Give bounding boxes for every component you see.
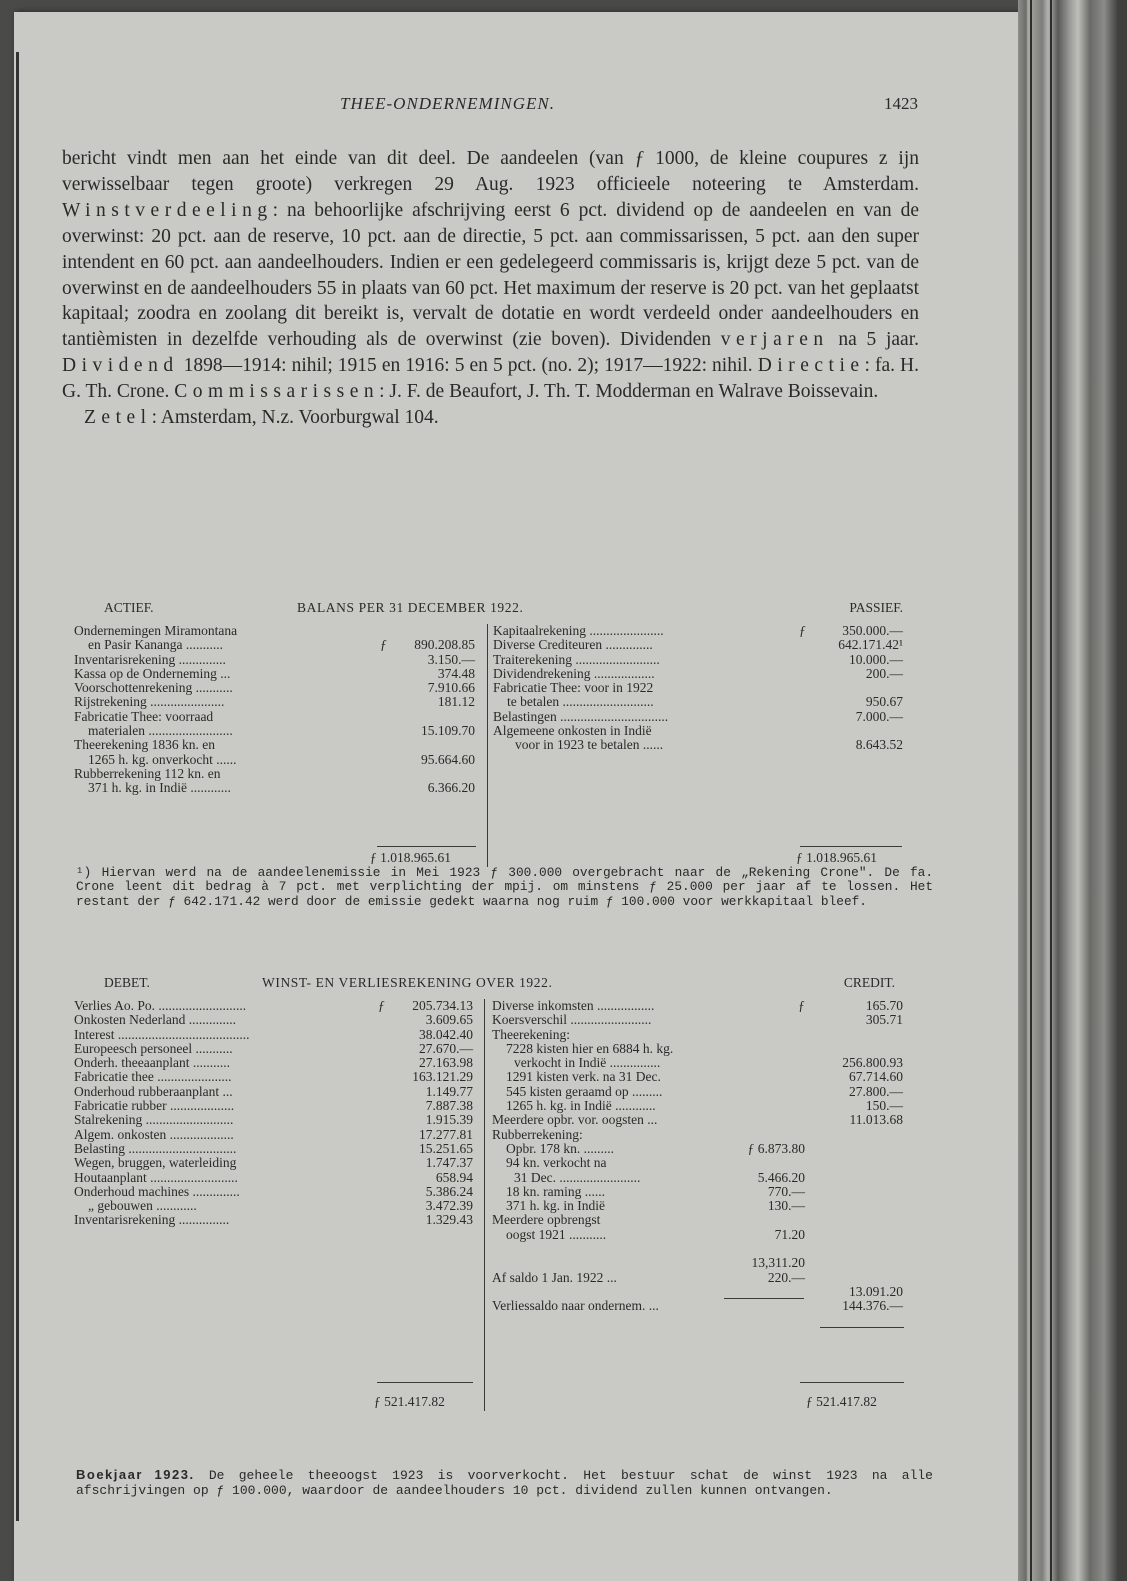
credit-row — [492, 1228, 903, 1242]
passief-row-amount: 7.000.— — [855, 708, 903, 724]
credit-row-amount: 11.013.68 — [849, 1112, 903, 1128]
credit-row-label: Rubberrekening: — [492, 1126, 583, 1142]
credit-row-label: Verliessaldo naar ondernem. ... — [492, 1298, 659, 1314]
actief-row — [74, 781, 475, 795]
passief-row-amount: 642.171.42¹ — [838, 637, 903, 653]
credit-row — [492, 1185, 903, 1199]
debet-row-label: Europeesch personeel ........... — [74, 1040, 233, 1056]
debet-row-amount: 38.042.40 — [419, 1026, 473, 1042]
zetel-line: Zetel: Amsterdam, N.z. Voorburgwal 104. — [84, 407, 439, 429]
debet-row-label: Onkosten Nederland .............. — [74, 1012, 236, 1028]
debet-row — [74, 1213, 473, 1227]
actief-row-label: Rijstrekening ...................... — [74, 694, 225, 710]
credit-row-label: 7228 kisten hier en 6884 h. kg. — [506, 1040, 674, 1056]
passief-heading: PASSIEF. — [849, 600, 903, 615]
passief-row-label: Fabricatie Thee: voor in 1922 — [493, 680, 654, 696]
credit-row-amount: 256.800.93 — [842, 1055, 903, 1071]
intro-text: bericht vindt men aan het einde van dit deel. De aandeelen (van ƒ 1000, de kleine coupures z ijn verwisselbaar tegen groote) verkregen 29 Aug. 1923 officieele noteering te Amsterdam. Winstverdeeling: na behoorlijke afschrijving eerst 6 pct. dividend op de aandeelen en van de overwinst: 20 pct. aan de reserve, 10 pct. aan de directie, 5 pct. aan commissarissen, 5 pct. aan den super intendent en 60 pct. aan aandeelhouders. Indien er een gedelegeerd commissaris is, krijgt deze 5 pct. van de overwinst en de aandeelhouders 55 in plaats van 60 pct. Het maximum der reserve is 20 pct. van het geplaatst kapitaal; zoodra en zoolang dit bereikt is, vervalt de dotatie en wordt verdeeld onder aandeelhouders en tantièmisten in dezelfde verhouding als de overwinst (zie boven). Dividenden verjaren na 5 jaar. Dividend 1898—1914: nihil; 1915 en 1916: 5 en 5 pct. (no. 2); 1917—1922: nihil. Directie: fa. H. G. Th. Crone. Commissarissen: J. F. de Beaufort, J. Th. T. Modderman en Walrave Boissevain. — [62, 148, 919, 403]
actief-row-amount: 890.208.85 — [414, 637, 475, 653]
credit-row — [492, 1099, 903, 1113]
credit-row-subamount: 71.20 — [774, 1226, 805, 1242]
passief-row — [493, 738, 903, 752]
debet-row-label: Fabricatie thee ...................... — [74, 1069, 232, 1085]
actief-row-label: 1265 h. kg. onverkocht ...... — [88, 751, 237, 767]
actief-row-label: Ondernemingen Miramontana — [74, 623, 238, 638]
actief-row-amount: 6.366.20 — [427, 780, 475, 796]
passief-row — [493, 724, 903, 738]
currency-symbol: ƒ — [380, 637, 387, 653]
debet-row-amount: 1.747.37 — [425, 1155, 473, 1171]
debet-row — [74, 1199, 473, 1213]
passief-row-label: Dividendrekening .................. — [493, 665, 655, 681]
footnote — [76, 866, 933, 909]
boekjaar-paragraph — [76, 1468, 933, 1498]
actief-heading: ACTIEF. — [104, 600, 154, 615]
balance-center-rule — [487, 624, 488, 867]
credit-row — [492, 1199, 903, 1213]
actief-row-label: Voorschottenrekening ........... — [74, 680, 233, 696]
credit-row — [492, 999, 903, 1013]
credit-row-amount: 144.376.— — [842, 1298, 903, 1314]
actief-row — [74, 638, 475, 652]
credit-row-subamount: ƒ — [798, 998, 805, 1013]
credit-row — [492, 1299, 903, 1313]
actief-row-label: 371 h. kg. in Indië ............ — [88, 780, 231, 796]
footnote-text: ¹) Hiervan werd na de aandeelenemissie in Mei 1923 ƒ 300.000 overgebracht naar de „Rekening Crone". De fa. Crone leent dit bedrag à 7 pct. met verplichting der mpij. om minstens ƒ 25.000 per jaar af te lossen. Het restant der ƒ 642.171.42 werd door de emissie gedekt waarna nog ruim ƒ 100.000 voor werkkapitaal bleef. — [76, 865, 933, 909]
debet-row-amount: 17.277.81 — [419, 1126, 473, 1142]
debet-row-label: Verlies Ao. Po. .......................... — [74, 998, 247, 1013]
actief-row — [74, 738, 475, 752]
passief-row-amount: 10.000.— — [849, 651, 903, 667]
debet-row-label: Onderh. theeaanplant ........... — [74, 1055, 230, 1071]
spaced-term-verjaren: verjaren — [720, 329, 829, 351]
debet-row-amount: 658.94 — [435, 1169, 473, 1185]
credit-row — [492, 1113, 903, 1127]
actief-row-amount: 3.150.— — [427, 651, 475, 667]
debet-row-label: Onderhoud machines .............. — [74, 1183, 240, 1199]
credit-row-label: 1291 kisten verk. na 31 Dec. — [506, 1069, 661, 1085]
page-running-title: THEE-ONDERNEMINGEN. — [340, 94, 555, 113]
credit-row — [492, 1056, 903, 1070]
credit-column — [492, 999, 903, 1314]
debet-row — [74, 1085, 473, 1099]
debet-row-amount: 15.251.65 — [419, 1140, 473, 1156]
credit-row-subamount: 130.— — [767, 1198, 805, 1214]
passief-row — [493, 667, 903, 681]
credit-row-amount: 305.71 — [865, 1012, 903, 1028]
debet-row — [74, 1171, 473, 1185]
debet-row-amount: 3.609.65 — [425, 1012, 473, 1028]
pl-left-total-rule — [377, 1382, 473, 1383]
passief-row-label: Traiterekening ......................... — [493, 651, 660, 667]
debet-row-amount: 205.734.13 — [412, 998, 473, 1013]
credit-row-subamount: 13,311.20 — [751, 1255, 805, 1271]
passief-row-label: voor in 1923 te betalen ...... — [515, 737, 664, 753]
actief-row — [74, 695, 475, 709]
debet-column — [74, 999, 473, 1228]
actief-row-amount: 7.910.66 — [427, 680, 475, 696]
actief-row-label: Theerekening 1836 kn. en — [74, 737, 215, 753]
actief-row-label: Inventarisrekening .............. — [74, 651, 226, 667]
passief-row-label: te betalen ........................... — [507, 694, 654, 710]
credit-row-label: Meerdere opbrengst — [492, 1212, 601, 1228]
passief-row-label: Kapitaalrekening ...................... — [493, 623, 664, 638]
debet-row-label: Interest ....................................... — [74, 1026, 250, 1042]
passief-row — [493, 638, 903, 652]
scanned-page — [14, 12, 1018, 1581]
debet-row — [74, 1142, 473, 1156]
debet-heading: DEBET. — [104, 975, 150, 990]
debet-row-amount: 1.915.39 — [425, 1112, 473, 1128]
credit-row-amount: 150.— — [865, 1098, 903, 1114]
credit-row-subamount: 770.— — [767, 1183, 805, 1199]
actief-row-amount: 15.109.70 — [421, 723, 475, 739]
running-header — [60, 94, 918, 118]
debet-row — [74, 1128, 473, 1142]
winst-title: WINST- EN VERLIESREKENING OVER 1922. — [262, 975, 553, 990]
credit-row — [492, 1142, 903, 1156]
credit-row — [492, 1271, 903, 1285]
balance-right-total-rule — [800, 846, 902, 847]
currency-symbol: ƒ — [378, 998, 385, 1013]
credit-row-amount: 67.714.60 — [849, 1069, 903, 1085]
actief-row-label: materialen ......................... — [88, 723, 233, 739]
debet-row — [74, 999, 473, 1013]
credit-row-subamount: 5.466.20 — [757, 1169, 805, 1185]
credit-row-label: 1265 h. kg. in Indië ............ — [506, 1098, 656, 1114]
credit-row-label: 18 kn. raming ...... — [506, 1183, 605, 1199]
actief-row — [74, 767, 475, 781]
credit-row-label: oogst 1921 ........... — [506, 1226, 607, 1242]
currency-symbol: ƒ — [799, 623, 806, 638]
debet-row-label: Inventarisrekening ............... — [74, 1212, 230, 1228]
spaced-term-dividend: Dividend — [62, 355, 179, 377]
credit-row-label: Theerekening: — [492, 1026, 570, 1042]
book-page-edges — [1018, 0, 1127, 1581]
passief-row-label: Belastingen ................................ — [493, 708, 669, 724]
actief-row-amount: 374.48 — [437, 665, 475, 681]
credit-row-label: Af saldo 1 Jan. 1922 ... — [492, 1269, 617, 1285]
credit-row — [492, 1213, 903, 1227]
debet-row — [74, 1042, 473, 1056]
debet-row — [74, 1070, 473, 1084]
passief-row — [493, 653, 903, 667]
credit-row-label: Diverse inkomsten ................. — [492, 998, 655, 1013]
credit-row-label: Koersverschil ........................ — [492, 1012, 652, 1028]
debet-row — [74, 1028, 473, 1042]
pl-right-total-rule — [800, 1382, 904, 1383]
binding-shadow — [16, 52, 19, 1521]
actief-row-amount: 181.12 — [437, 694, 475, 710]
spaced-term-winstverdeeling: Winstverdeeling — [62, 199, 273, 221]
actief-row — [74, 653, 475, 667]
credit-row-subamount: 220.— — [767, 1269, 805, 1285]
pl-total-right: ƒ 521.417.82 — [806, 1394, 877, 1409]
credit-row — [492, 1070, 903, 1084]
debet-row-amount: 27.670.— — [419, 1040, 473, 1056]
credit-row — [492, 1285, 903, 1299]
passief-column — [493, 624, 903, 753]
actief-column — [74, 624, 475, 796]
credit-row-amount: 165.70 — [865, 998, 903, 1013]
credit-row-label: 545 kisten geraamd op ......... — [506, 1083, 663, 1099]
debet-row-amount: 1.329.43 — [425, 1212, 473, 1228]
actief-row — [74, 724, 475, 738]
actief-row-label: Rubberrekening 112 kn. en — [74, 765, 221, 781]
credit-row — [492, 1028, 903, 1042]
credit-row-label: Opbr. 178 kn. ......... — [506, 1140, 614, 1156]
actief-row — [74, 667, 475, 681]
credit-row — [492, 1128, 903, 1142]
actief-row — [74, 710, 475, 724]
passief-row-amount: 950.67 — [865, 694, 903, 710]
credit-row-label: 31 Dec. ........................ — [514, 1169, 641, 1185]
passief-row-amount: 8.643.52 — [855, 737, 903, 753]
credit-subtotal-rule-1 — [724, 1298, 804, 1299]
debet-row — [74, 1113, 473, 1127]
debet-row — [74, 1185, 473, 1199]
passief-row-amount: 200.— — [865, 665, 903, 681]
actief-row — [74, 681, 475, 695]
credit-row-label: Meerdere opbr. vor. oogsten ... — [492, 1112, 658, 1128]
book-spine-line — [1030, 0, 1032, 1581]
passief-row — [493, 710, 903, 724]
passief-row — [493, 624, 903, 638]
debet-row — [74, 1099, 473, 1113]
debet-row-label: Houtaanplant .......................... — [74, 1169, 238, 1185]
boekjaar-label: Boekjaar 1923. — [76, 1467, 195, 1482]
debet-row-label: Fabricatie rubber ................... — [74, 1098, 235, 1114]
balance-total-right: ƒ 1.018.965.61 — [796, 850, 877, 865]
credit-row-amount: 27.800.— — [849, 1083, 903, 1099]
actief-row — [74, 624, 475, 638]
passief-row-label: Algemeene onkosten in Indië — [493, 723, 652, 739]
debet-row-amount: 5.386.24 — [425, 1183, 473, 1199]
spaced-term-commissarissen: Commissarissen — [174, 381, 380, 403]
actief-row-label: Kassa op de Onderneming ... — [74, 665, 231, 681]
credit-row — [492, 1042, 903, 1056]
body-paragraph — [62, 146, 919, 431]
credit-row — [492, 1256, 903, 1270]
pl-total-left: ƒ 521.417.82 — [374, 1394, 445, 1409]
credit-subtotal-rule-2 — [820, 1327, 904, 1328]
boekjaar-text: De geheele theeoogst 1923 is voorverkocht. Het bestuur schat de winst 1923 na alle afschrijvingen op ƒ 100.000, waardoor de aandeelhouders 10 pct. dividend zullen kunnen ontvangen. — [76, 1468, 933, 1498]
credit-row — [492, 1242, 903, 1256]
debet-row-amount: 27.163.98 — [419, 1055, 473, 1071]
passief-row-amount: 350.000.— — [842, 623, 903, 638]
page-number: 1423 — [884, 94, 918, 113]
balance-total-left: ƒ 1.018.965.61 — [370, 850, 451, 865]
debet-row-amount: 3.472.39 — [425, 1198, 473, 1214]
actief-row — [74, 753, 475, 767]
debet-row — [74, 1056, 473, 1070]
debet-row — [74, 1156, 473, 1170]
passief-row-label: Diverse Crediteuren .............. — [493, 637, 653, 653]
debet-row-label: Algem. onkosten ................... — [74, 1126, 234, 1142]
debet-row-label: Wegen, bruggen, waterleiding — [74, 1155, 237, 1171]
credit-heading: CREDIT. — [843, 975, 895, 990]
profit-loss-center-rule — [484, 999, 485, 1411]
credit-row — [492, 1085, 903, 1099]
passief-row — [493, 681, 903, 695]
debet-row-label: Belasting ................................ — [74, 1140, 237, 1156]
actief-row-amount: 95.664.60 — [421, 751, 475, 767]
credit-row-label: 94 kn. verkocht na — [506, 1155, 607, 1171]
debet-row-label: „ gebouwen ............ — [88, 1198, 197, 1214]
debet-row-label: Onderhoud rubberaanplant ... — [74, 1083, 233, 1099]
balance-left-total-rule — [377, 846, 476, 847]
debet-row-amount: 163.121.29 — [412, 1069, 473, 1085]
debet-row-amount: 1.149.77 — [425, 1083, 473, 1099]
credit-row-subamount: ƒ 6.873.80 — [747, 1140, 805, 1156]
spaced-term-directie: Directie — [757, 355, 865, 377]
credit-row-label: 371 h. kg. in Indië — [506, 1198, 605, 1214]
credit-row — [492, 1013, 903, 1027]
profit-loss-heading — [62, 975, 919, 995]
book-spine-line — [1050, 0, 1052, 1581]
credit-row-amount: 13.091.20 — [849, 1283, 903, 1299]
balans-title: BALANS PER 31 DECEMBER 1922. — [297, 600, 524, 615]
debet-row — [74, 1013, 473, 1027]
credit-row — [492, 1156, 903, 1170]
debet-row-amount: 7.887.38 — [425, 1098, 473, 1114]
actief-row-label: Fabricatie Thee: voorraad — [74, 708, 214, 724]
balance-sheet-heading — [62, 600, 919, 620]
passief-row — [493, 695, 903, 709]
actief-row-label: en Pasir Kananga ........... — [88, 637, 223, 653]
credit-row-label: verkocht in Indië ............... — [514, 1055, 661, 1071]
debet-row-label: Stalrekening .......................... — [74, 1112, 234, 1128]
credit-row — [492, 1171, 903, 1185]
